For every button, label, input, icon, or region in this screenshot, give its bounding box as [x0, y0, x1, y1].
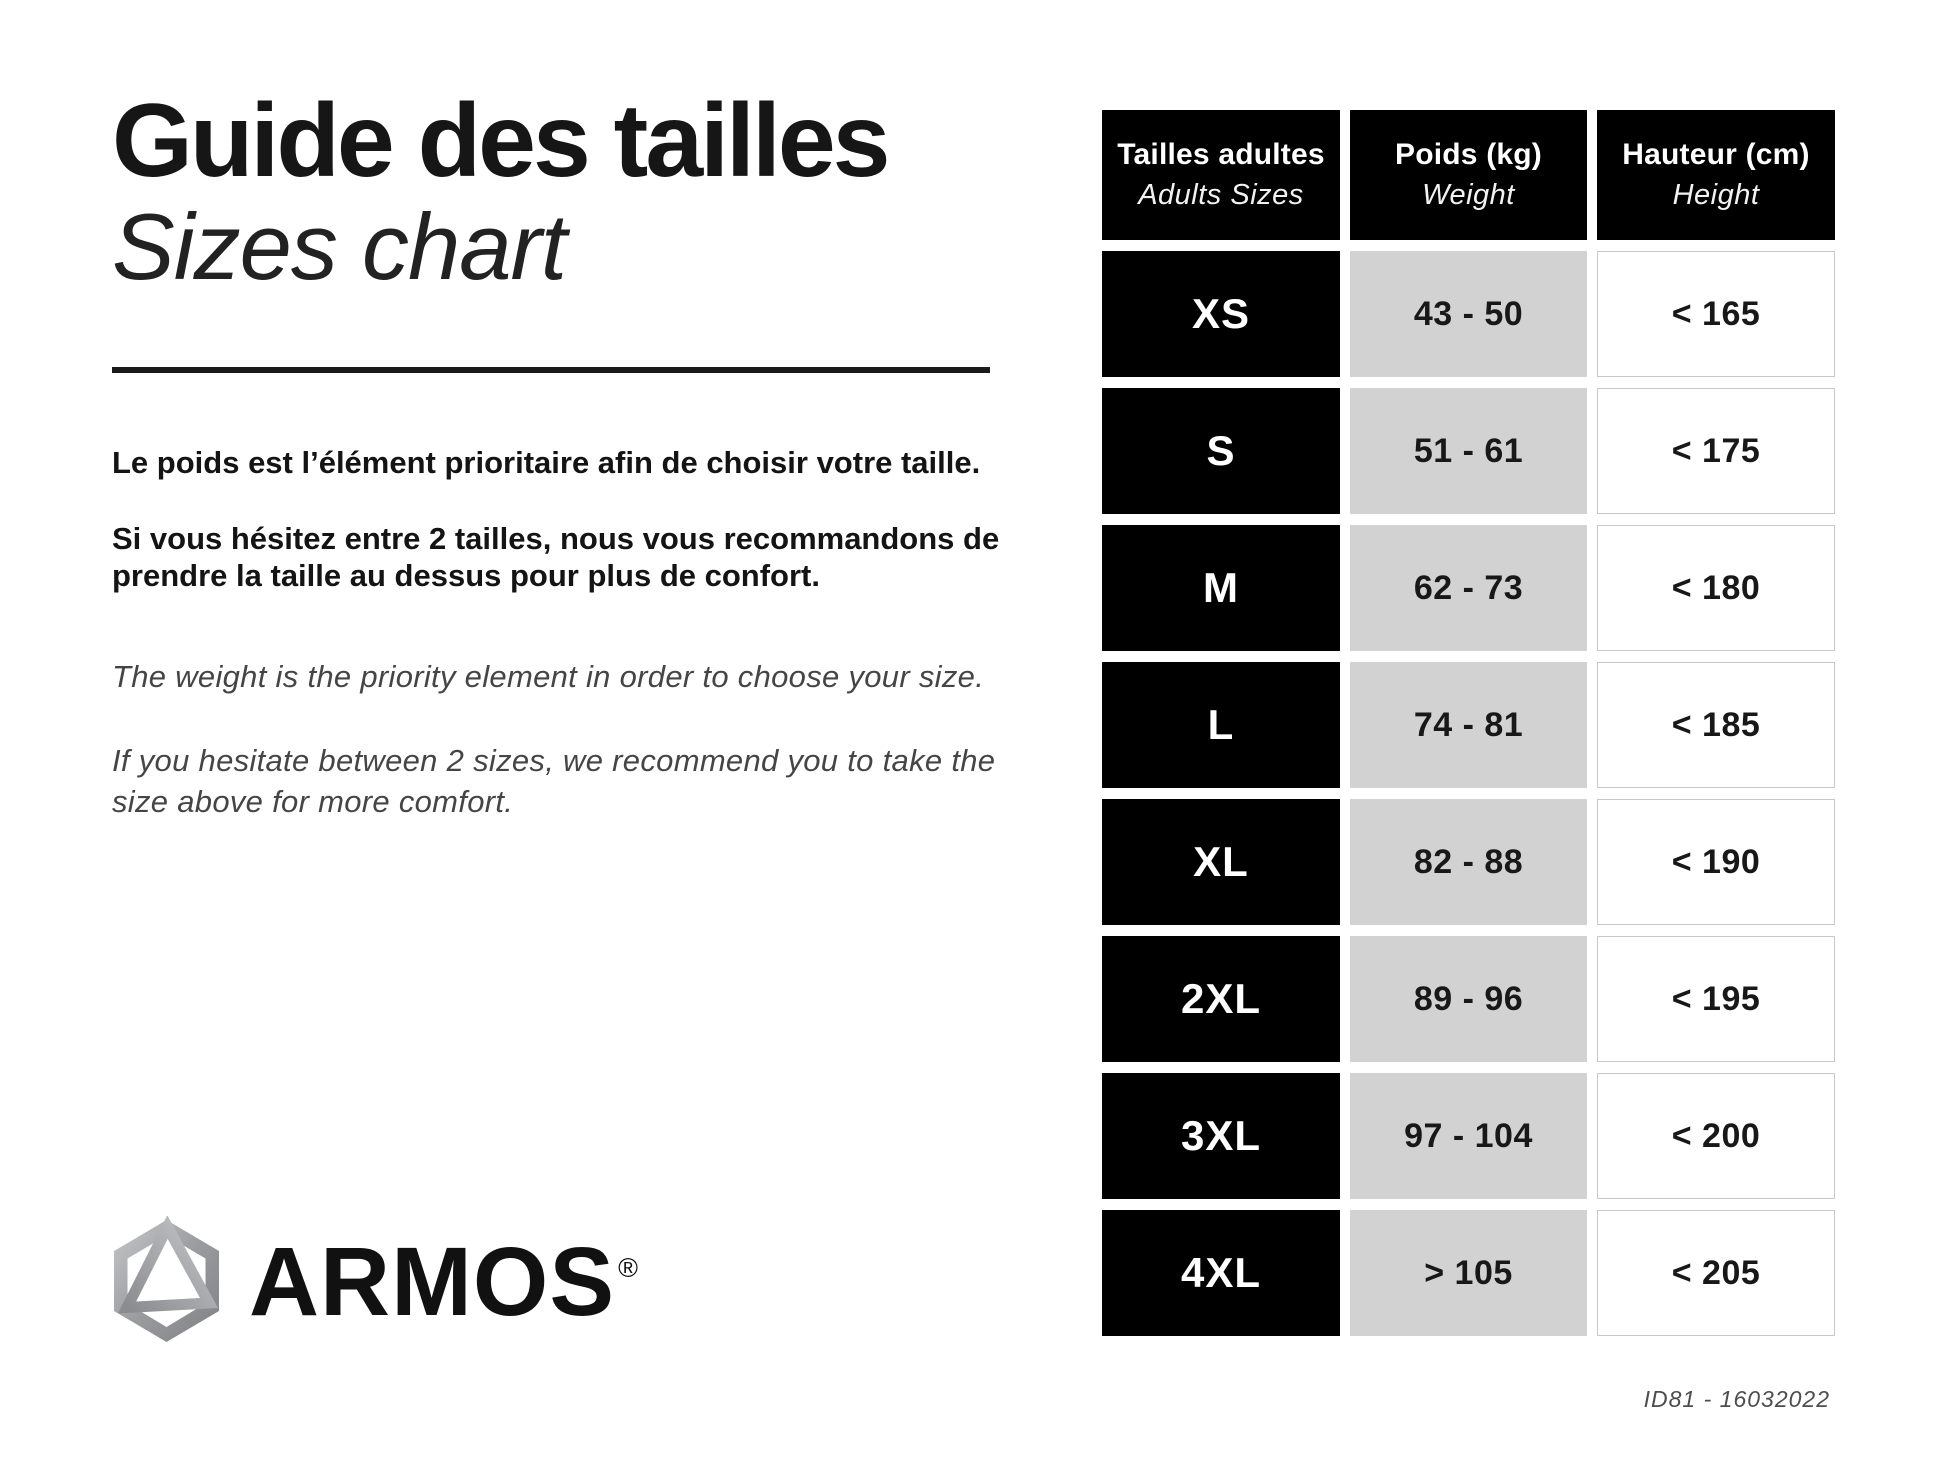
size-table: [1102, 110, 1835, 1336]
hexagon-triangle-logo-icon: [110, 1216, 223, 1346]
intro-paragraph-fr-2: Si vous hésitez entre 2 tailles, nous vous recommandons de prendre la taille au dessus pour plus de confort.: [112, 521, 1000, 593]
weight-cell: 43 - 50: [1350, 251, 1587, 377]
height-cell: < 205: [1597, 1210, 1835, 1336]
height-cell: < 165: [1597, 251, 1835, 377]
size-cell: XL: [1102, 799, 1340, 925]
table-header-cell: [1350, 110, 1587, 240]
size-cell: L: [1102, 662, 1340, 788]
table-header-label-en: Adults Sizes: [1138, 179, 1304, 211]
intro-paragraph-en-1: The weight is the priority element in order to choose your size.: [112, 659, 985, 694]
intro-paragraph-en-2: If you hesitate between 2 sizes, we recommend you to take the size above for more comfort.: [112, 743, 996, 819]
registered-trademark-icon: ®: [618, 1252, 638, 1283]
weight-cell: 82 - 88: [1350, 799, 1587, 925]
weight-cell: 51 - 61: [1350, 388, 1587, 514]
document-id: ID81 - 16032022: [1643, 1386, 1830, 1412]
weight-cell: 74 - 81: [1350, 662, 1587, 788]
brand-block: [110, 1215, 638, 1347]
height-cell: < 195: [1597, 936, 1835, 1062]
table-header-label-fr: Poids (kg): [1394, 138, 1542, 171]
height-cell: < 175: [1597, 388, 1835, 514]
page-title-en: Sizes chart: [112, 194, 566, 300]
weight-cell: 89 - 96: [1350, 936, 1587, 1062]
table-header-label-fr: Hauteur (cm): [1622, 138, 1810, 171]
height-cell: < 180: [1597, 525, 1835, 651]
weight-cell: 97 - 104: [1350, 1073, 1587, 1199]
table-header-cell: [1102, 110, 1340, 240]
weight-cell: > 105: [1350, 1210, 1587, 1336]
height-cell: < 190: [1597, 799, 1835, 925]
title-block: [112, 83, 888, 300]
table-header-label-fr: Tailles adultes: [1117, 138, 1325, 171]
table-header-label-en: Height: [1672, 179, 1760, 211]
size-cell: 4XL: [1102, 1210, 1340, 1336]
size-cell: 2XL: [1102, 936, 1340, 1062]
brand-name-text: ARMOS: [249, 1226, 616, 1336]
intro-paragraph-fr-1: Le poids est l’élément prioritaire afin de choisir votre taille.: [112, 445, 981, 480]
title-divider: [112, 367, 990, 373]
table-header-label-en: Weight: [1422, 179, 1515, 211]
size-cell: S: [1102, 388, 1340, 514]
size-cell: 3XL: [1102, 1073, 1340, 1199]
size-cell: XS: [1102, 251, 1340, 377]
brand-wordmark: [249, 1226, 638, 1336]
height-cell: < 200: [1597, 1073, 1835, 1199]
weight-cell: 62 - 73: [1350, 525, 1587, 651]
page-title-fr: Guide des tailles: [112, 83, 888, 199]
table-header-cell: [1597, 110, 1835, 240]
size-cell: M: [1102, 525, 1340, 651]
height-cell: < 185: [1597, 662, 1835, 788]
